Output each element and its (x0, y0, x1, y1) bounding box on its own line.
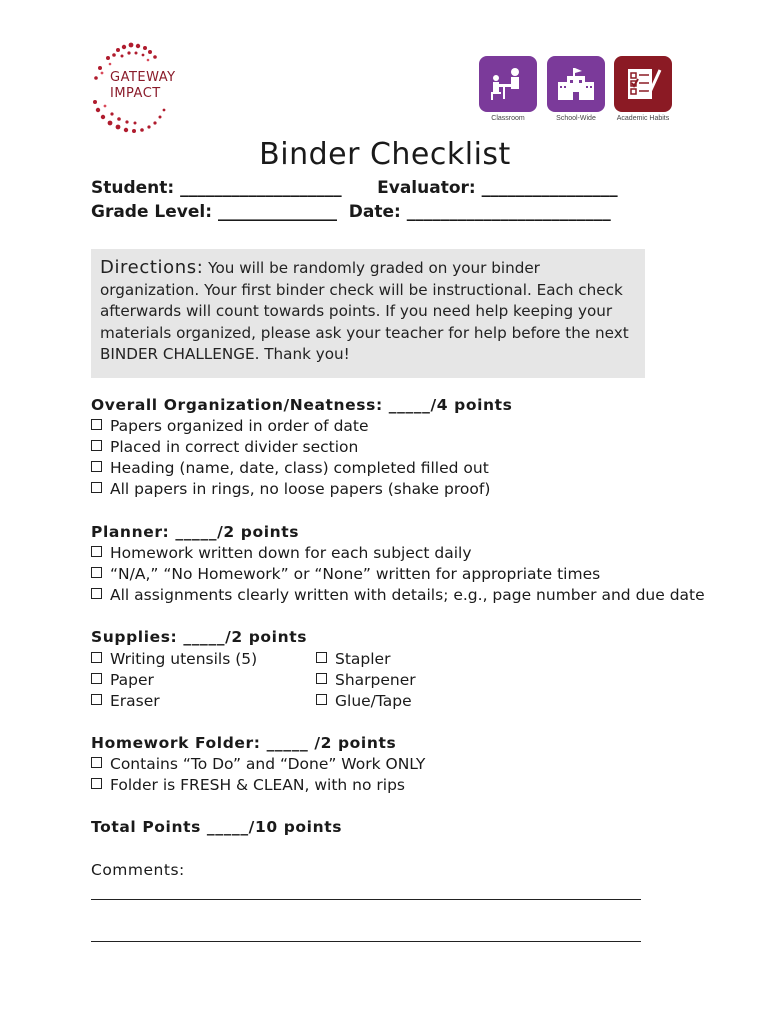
checkbox-icon[interactable] (91, 419, 102, 430)
school-wide-tile (545, 56, 607, 122)
checklist-item: Folder is FRESH & CLEAN, with no rips (91, 775, 425, 796)
checkbox-icon[interactable] (91, 461, 102, 472)
organization-title: Overall Organization/Neatness: _____/4 points (91, 396, 513, 414)
checklist-item: Contains “To Do” and “Done” Work ONLY (91, 754, 425, 775)
checkbox-icon[interactable] (91, 546, 102, 557)
organization-list (91, 416, 490, 500)
checklist-item: Homework written down for each subject daily (91, 543, 705, 564)
classroom-tile (477, 56, 539, 122)
school-building-icon (547, 56, 605, 112)
folder-title: Homework Folder: _____ /2 points (91, 734, 397, 752)
checkbox-icon[interactable] (91, 673, 102, 684)
directions-text (100, 257, 640, 366)
comments-label: Comments: (91, 861, 185, 879)
directions-body: You will be randomly graded on your binder organization. Your first binder check will be instructional. Each check afterwards will count towards points. If you need help keeping your materials organized, please ask your teacher for help before the next BINDER CHALLENGE. Thank you! (100, 259, 629, 363)
supplies-title: Supplies: _____/2 points (91, 628, 308, 646)
checklist-item: All assignments clearly written with details; e.g., page number and due date (91, 585, 705, 606)
directions-lead: Directions: (100, 257, 204, 278)
academic-habits-tile (612, 56, 674, 122)
total-points: Total Points _____/10 points (91, 818, 343, 836)
supplies-list-left (91, 649, 257, 712)
comment-line-2[interactable] (91, 941, 641, 942)
tile-caption: School-Wide (556, 115, 596, 122)
checkbox-icon[interactable] (91, 694, 102, 705)
supplies-list-right (316, 649, 416, 712)
checkbox-icon[interactable] (91, 567, 102, 578)
folder-list (91, 754, 425, 796)
checkbox-icon[interactable] (91, 778, 102, 789)
checklist-item: Stapler (316, 649, 416, 670)
comment-line-1[interactable] (91, 899, 641, 900)
checklist-item: Placed in correct divider section (91, 437, 490, 458)
checklist-item: Paper (91, 670, 257, 691)
checkbox-icon[interactable] (91, 482, 102, 493)
tile-caption: Classroom (491, 115, 525, 122)
checklist-item: “N/A,” “No Homework” or “None” written for appropriate times (91, 564, 705, 585)
logo-line-1: GATEWAY (110, 70, 176, 85)
checklist-item: Writing utensils (5) (91, 649, 257, 670)
planner-title: Planner: _____/2 points (91, 523, 300, 541)
checklist-item: Eraser (91, 691, 257, 712)
checkbox-icon[interactable] (91, 588, 102, 599)
checklist-icon (614, 56, 672, 112)
checklist-item: Sharpener (316, 670, 416, 691)
student-evaluator-row: Student: ___________________ Evaluator: ________________ (91, 178, 618, 198)
checkbox-icon[interactable] (91, 757, 102, 768)
checklist-item: Glue/Tape (316, 691, 416, 712)
planner-list (91, 543, 705, 606)
checkbox-icon[interactable] (91, 652, 102, 663)
checkbox-icon[interactable] (316, 673, 327, 684)
tile-caption: Academic Habits (616, 115, 670, 122)
classroom-icon (479, 56, 537, 112)
logo-line-2: IMPACT (110, 86, 161, 101)
checkbox-icon[interactable] (316, 652, 327, 663)
checklist-item: All papers in rings, no loose papers (shake proof) (91, 479, 490, 500)
grade-date-row: Grade Level: ______________ Date: ________________________ (91, 202, 611, 222)
checklist-item: Papers organized in order of date (91, 416, 490, 437)
checklist-item: Heading (name, date, class) completed filled out (91, 458, 490, 479)
gateway-impact-logo (88, 40, 198, 136)
checkbox-icon[interactable] (316, 694, 327, 705)
page-title: Binder Checklist (259, 137, 511, 172)
checkbox-icon[interactable] (91, 440, 102, 451)
